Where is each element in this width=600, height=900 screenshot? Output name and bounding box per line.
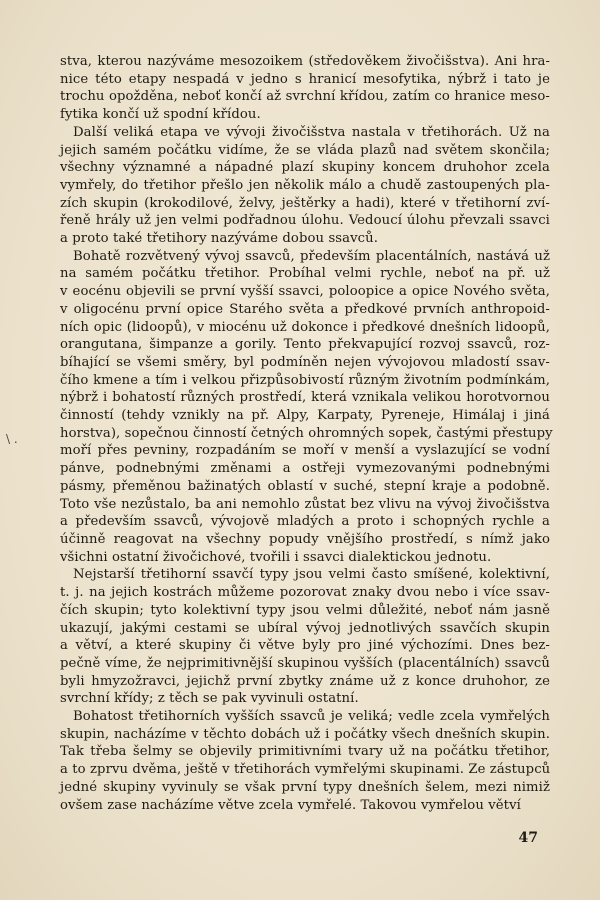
text-line: Nejstarší třetihorní ssavčí typy jsou velmi často smíšené, kolektivní, [73,567,550,583]
text-line: čího kmene a tím i velkou přizpůsobivostí různým životním podmínkám, [60,372,550,388]
margin-mark: \ . [6,432,18,446]
text-line: Toto vše nezůstalo, ba ani nemohlo zůstat bez vlivu na vývoj živočišstva [60,496,550,512]
text-line: a větví, a které skupiny či větve byly pro jiné výchozími. Dnes bez- [60,638,550,654]
text-line: t. j. na jejich kostrách můžeme pozorovat znaky dvou nebo i více ssav- [60,585,550,601]
text-line: všichni ostatní živočichové, tvořili i ssavci dialektickou jednotu. [60,549,492,565]
text-line: v oligocénu první opice Starého světa a předkové prvních anthropoid- [60,301,550,317]
text-line: všechny významné a nápadné plazí skupiny koncem druhohor zcela [60,160,550,176]
text-line: nýbrž i bohatostí různých prostředí, která vznikala velikou horotvornou [60,390,550,406]
text-line: orangutana, šimpanze a gorily. Tento překvapující rozvoj ssavců, roz- [60,337,550,353]
text-line: skupin, nacházíme v těchto dobách už i počátky všech dnešních skupin. [60,726,550,742]
text-line: ovšem zase nacházíme větve zcela vymřelé. Takovou vymřelou větví [60,797,521,813]
text-line: pánve, podnebnými změnami a ostřeji vymezovanými podnebnými [60,461,550,477]
paragraph [60,248,553,567]
paragraph [60,708,550,814]
text-line: horstva), sopečnou činností četných ohromných sopek, častými přestupy [60,425,553,441]
text-line: ních opic (lidoopů), v miocénu už dokonce i předkové dnešních lidoopů, [60,319,550,335]
text-line: bíhající se všemi směry, byl podmíněn nejen vývojovou mladostí ssav- [60,354,550,370]
text-line: ukazují, jakými cestami se ubíral vývoj jednotlivých ssavčích skupin [60,620,550,636]
text-line: nice této etapy nespadá v jedno s hranicí mesofytika, nýbrž i tato je [60,71,550,87]
text-line: vymřely, do třetihor přešlo jen několik málo a chudě zastoupených pla- [60,177,550,193]
text-line: činností (tehdy vznikly na př. Alpy, Karpaty, Pyreneje, Himálaj i jiná [60,408,550,424]
text-line: stva, kterou nazýváme mesozoikem (středověkem živočišstva). Ani hra- [60,54,550,69]
text-line: čích skupin; tyto kolektivní typy jsou velmi důležité, neboť nám jasně [60,602,550,618]
text-line: jejich samém počátku vidíme, že se vláda plazů nad světem skončila; [60,142,550,158]
text-line: zích skupin (krokodilové, želvy, ještěrky a hadi), které v třetihorní zví- [60,195,550,211]
text-line: Bohatost třetihorních vyšších ssavců je veliká; vedle zcela vymřelých [73,709,550,725]
text-line: Další veliká etapa ve vývoji živočišstva nastala v třetihorách. Už na [73,124,550,140]
text-line: účinně reagovat na všechny popudy vnějšího prostředí, s nímž jako [60,531,550,547]
text-line: a to zprvu dvěma, ještě v třetihorách vymřelými skupinami. Ze zástupců [60,762,551,778]
text-line: trochu opožděna, neboť končí až svrchní křídou, zatím co hranice meso- [60,89,550,105]
text-line: a především ssavců, vývojově mladých a proto i schopných rychle a [60,514,550,530]
paragraph [60,124,550,248]
text-line: Tak třeba šelmy se objevily primitivními tvary už na počátku třetihor, [60,744,550,760]
text-line: byli hmyzožravci, jejichž první zbytky známe už z konce druhohor, ze [60,673,550,689]
text-line: pásmy, přeměnou bažinatých oblastí v suché, stepní kraje a podobně. [60,478,550,494]
text-line: pečně víme, že nejprimitivnější skupinou vyšších (placentálních) ssavců [60,655,550,671]
paragraph [60,566,550,708]
body-text [60,53,553,814]
text-line: jedné skupiny vyvinuly se však první typy dnešních šelem, mezi nimiž [60,779,550,795]
text-line: řeně hrály už jen velmi podřadnou úlohu. Vedoucí úlohu převzali ssavci [60,213,550,229]
text-line: na samém počátku třetihor. Probíhal velmi rychle, neboť na př. už [60,266,550,282]
text-line: svrchní křídy; z těch se pak vyvinuli ostatní. [60,691,359,707]
text-line: v eocénu objevili se první vyšší ssavci, poloopice a opice Nového světa, [60,284,550,300]
text-line: fytika končí už spodní křídou. [60,107,261,123]
text-line: Bohatě rozvětvený vývoj ssavců, především placentálních, nastává už [73,248,550,264]
text-line: moří přes pevniny, rozpadáním se moří v menší a vyslazující se vodní [60,443,550,459]
paragraph [60,53,550,124]
page-number: 47 [518,830,538,846]
text-line: a proto také třetihory nazýváme dobou ssavců. [60,231,379,247]
